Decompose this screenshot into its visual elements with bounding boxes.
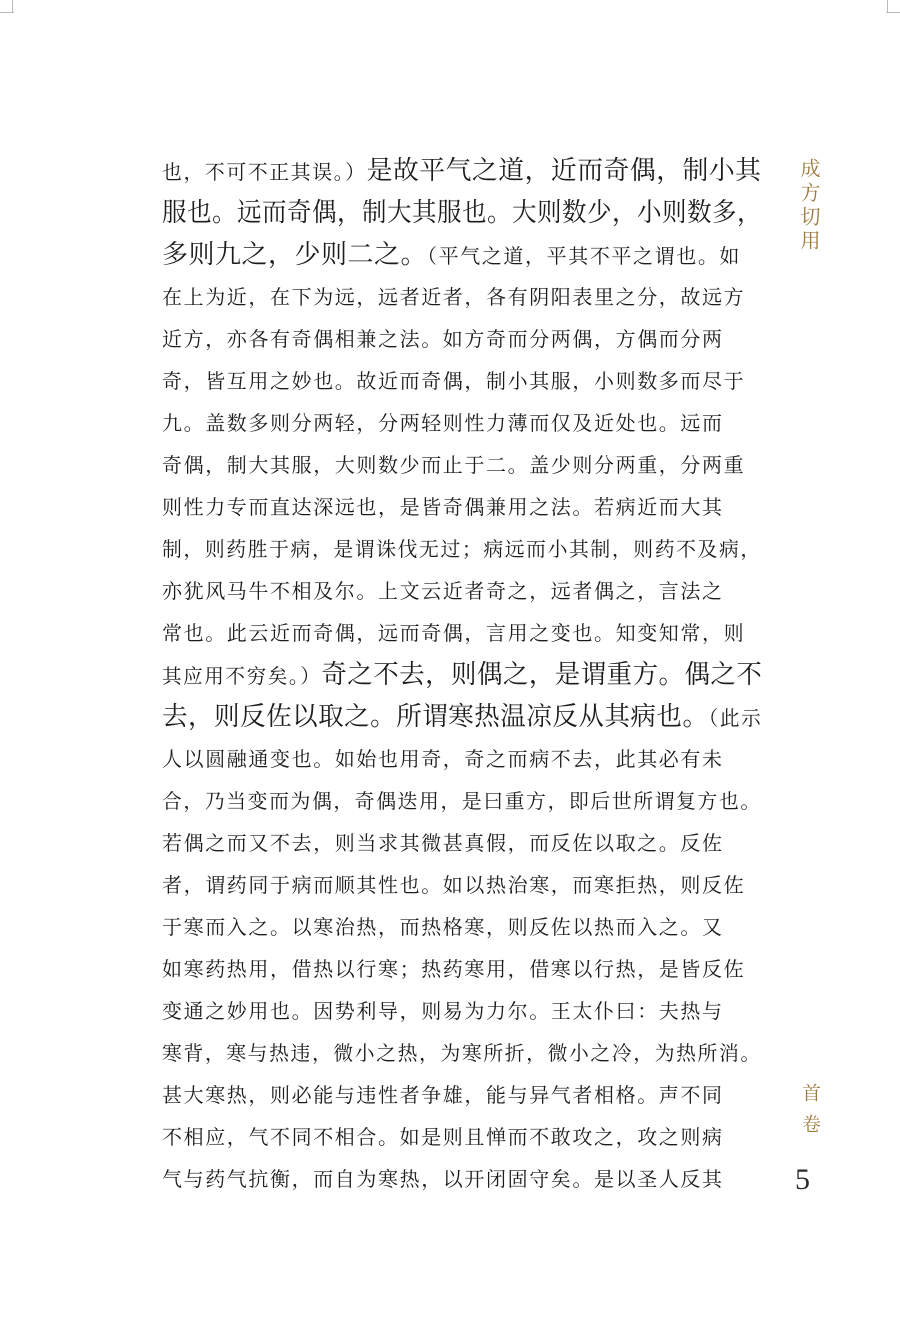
crop-mark-right-h [886,12,900,13]
text-line [162,654,763,696]
commentary-segment: 亦犹风马牛不相及尔。上文云近者奇之，远者偶之，言法之 [162,579,724,603]
commentary-segment: 制，则药胜于病，是谓诛伐无过；病远而小其制，则药不及病， [162,537,762,561]
running-head-chapter: 首卷 [799,1083,821,1145]
page-number: 5 [795,1163,810,1196]
main-text-segment: 是故平气之道，近而奇偶，制小其 [366,156,762,186]
text-line [162,1116,762,1158]
commentary-segment: 近方，亦各有奇偶相兼之法。如方奇而分两偶，方偶而分两 [162,327,724,351]
text-line [162,696,763,738]
commentary-segment: 不相应，气不同不相合。如是则且惮而不敢攻之，攻之则病 [162,1125,724,1149]
text-line [162,612,762,654]
text-line [162,192,763,234]
commentary-segment: 于寒而入之。以寒治热，而热格寒，则反佐以热而入之。又 [162,915,724,939]
text-line [162,570,762,612]
commentary-segment: 合，乃当变而为偶，奇偶迭用，是曰重方，即后世所谓复方也。 [162,789,762,813]
running-head-book-title: 成方切用 [797,158,821,254]
text-line [162,318,762,360]
commentary-segment: 者，谓药同于病而顺其性也。如以热治寒，而寒拒热，则反佐 [162,873,746,897]
commentary-segment: 在上为近，在下为远，远者近者，各有阴阳表里之分，故远方 [162,285,746,309]
text-line [162,864,762,906]
text-line [162,822,762,864]
commentary-segment: 如寒药热用，借热以行寒；热药寒用，借寒以行热，是皆反佐 [162,957,746,981]
text-line [162,486,762,528]
crop-mark-right [887,0,888,12]
commentary-segment: 若偶之而又不去，则当求其微甚真假，而反佐以取之。反佐 [162,831,724,855]
commentary-segment: 也，不可不正其误。） [162,160,367,184]
text-line [162,1032,762,1074]
commentary-segment: 常也。此云近而奇偶，远而奇偶，言用之变也。知变知常，则 [162,621,746,645]
text-line [162,780,762,822]
text-line [162,1074,762,1116]
commentary-segment: 气与药气抗衡，而自为寒热，以开闭固守矣。是以圣人反其 [162,1167,724,1191]
text-line [162,528,762,570]
text-line [162,948,762,990]
text-line [162,360,762,402]
text-line [162,444,762,486]
text-line [162,276,762,318]
text-line [162,402,762,444]
main-text-segment: 奇之不去，则偶之，是谓重方。偶之不 [321,660,763,690]
text-line [162,906,762,948]
commentary-segment: 九。盖数多则分两轻，分两轻则性力薄而仅及近处也。远而 [162,411,724,435]
commentary-segment: 奇偶，制大其服，大则数少而止于二。盖少则分两重，分两重 [162,453,746,477]
commentary-segment: 甚大寒热，则必能与违性者争雄，能与异气者相格。声不同 [162,1083,724,1107]
crop-mark-left [12,0,13,12]
commentary-segment: 其应用不穷矣。） [162,664,322,688]
commentary-segment: 变通之妙用也。因势利导，则易为力尔。王太仆曰：夫热与 [162,999,724,1023]
text-line [162,234,762,276]
text-line [162,1158,762,1200]
body-text [162,150,762,1200]
commentary-segment: （此示 [708,706,763,730]
main-text-segment: 服也。远而奇偶，制大其服也。大则数少，小则数多， [162,198,763,228]
commentary-segment: 奇，皆互用之妙也。故近而奇偶，制小其服，小则数多而尽于 [162,369,746,393]
commentary-segment: 寒背，寒与热违，微小之热，为寒所折，微小之冷，为热所消。 [162,1041,762,1065]
text-line [162,990,762,1032]
main-text-segment: 多则九之，少则二之。 [162,240,428,270]
main-text-segment: 去，则反佐以取之。所谓寒热温凉反从其病也。 [162,702,709,732]
text-line [162,150,762,192]
text-line [162,738,762,780]
commentary-segment: （平气之道，平其不平之谓也。如 [427,244,742,268]
commentary-segment: 则性力专而直达深远也，是皆奇偶兼用之法。若病近而大其 [162,495,724,519]
commentary-segment: 人以圆融通变也。如始也用奇，奇之而病不去，此其必有未 [162,747,724,771]
crop-mark-left-h [0,12,14,13]
